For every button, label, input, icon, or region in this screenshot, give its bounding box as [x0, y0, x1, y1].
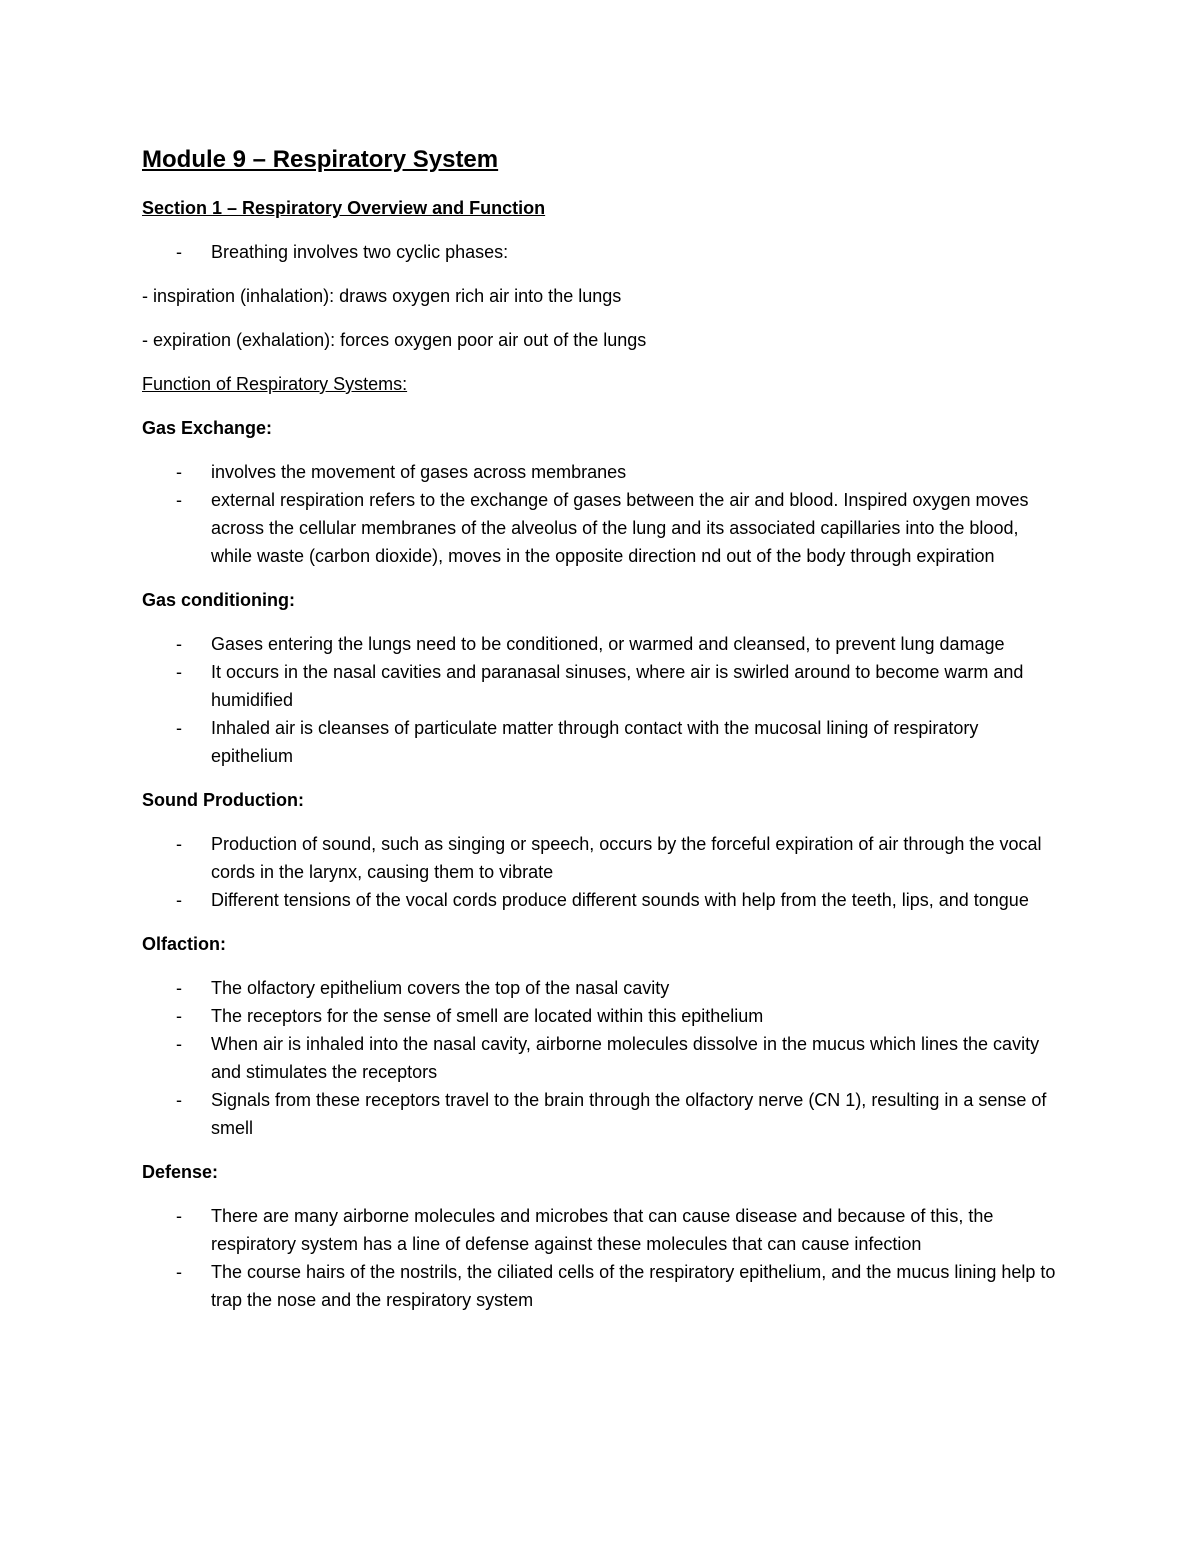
heading-gas-conditioning: Gas conditioning: — [142, 590, 295, 610]
dash-mark: - — [176, 1206, 182, 1226]
dash-mark: - — [176, 242, 182, 262]
page-title: Module 9 – Respiratory System — [142, 146, 499, 173]
heading-olfaction: Olfaction: — [142, 934, 226, 954]
list-item — [142, 658, 1062, 714]
dash-mark: - — [176, 718, 182, 738]
list-item-text: Production of sound, such as singing or speech, occurs by the forceful expiration of air through the vocal cords in the larynx, causing them to vibrate — [211, 834, 1042, 882]
list-item-text: When air is inhaled into the nasal cavity, airborne molecules dissolve in the mucus which lines the cavity and stimulates the receptors — [211, 1034, 1040, 1082]
document-body — [142, 144, 1062, 1330]
dash-mark: - — [176, 462, 182, 482]
list-item — [142, 1030, 1062, 1086]
list-item-text: Signals from these receptors travel to the brain through the olfactory nerve (CN 1), resulting in a sense of smell — [211, 1090, 1047, 1138]
dash-mark: - — [176, 834, 182, 854]
dash-mark: - — [176, 634, 182, 654]
list-item-text: involves the movement of gases across membranes — [211, 462, 627, 482]
list-item — [142, 486, 1062, 570]
list-gas-conditioning — [142, 630, 1062, 770]
list-item — [142, 886, 1062, 914]
function-heading: Function of Respiratory Systems: — [142, 374, 408, 394]
intro-line-inspiration: - inspiration (inhalation): draws oxygen rich air into the lungs — [142, 286, 622, 306]
section-title: Section 1 – Respiratory Overview and Function — [142, 198, 546, 218]
dash-mark: - — [176, 890, 182, 910]
list-item-text: external respiration refers to the exchange of gases between the air and blood. Inspired oxygen moves across the cellular membranes of the alveolus of the lung and its associated capillaries into the blood, while waste (carbon dioxide), moves in the opposite direction nd out of the body through expiration — [211, 490, 1029, 566]
list-gas-exchange — [142, 458, 1062, 570]
dash-mark: - — [176, 1006, 182, 1026]
intro-line-expiration: - expiration (exhalation): forces oxygen poor air out of the lungs — [142, 330, 647, 350]
list-item-text: Breathing involves two cyclic phases: — [211, 242, 509, 262]
list-item — [142, 974, 1062, 1002]
list-olfaction — [142, 974, 1062, 1142]
list-item-text: There are many airborne molecules and microbes that can cause disease and because of this, the respiratory system has a line of defense against these molecules that can cause infection — [211, 1206, 994, 1254]
intro-list — [142, 238, 1062, 266]
list-item-text: The olfactory epithelium covers the top of the nasal cavity — [211, 978, 670, 998]
list-sound-production — [142, 830, 1062, 914]
list-item-text: Inhaled air is cleanses of particulate matter through contact with the mucosal lining of respiratory epithelium — [211, 718, 979, 766]
list-item-text: The course hairs of the nostrils, the ciliated cells of the respiratory epithelium, and the mucus lining help to trap the nose and the respiratory system — [211, 1262, 1056, 1310]
list-item-text: Different tensions of the vocal cords produce different sounds with help from the teeth, lips, and tongue — [211, 890, 1029, 910]
list-item — [142, 830, 1062, 886]
heading-defense: Defense: — [142, 1162, 219, 1182]
list-item-text: The receptors for the sense of smell are located within this epithelium — [211, 1006, 764, 1026]
dash-mark: - — [176, 978, 182, 998]
list-item-text: It occurs in the nasal cavities and paranasal sinuses, where air is swirled around to become warm and humidified — [211, 662, 1024, 710]
list-item — [142, 1086, 1062, 1142]
list-defense — [142, 1202, 1062, 1314]
dash-mark: - — [176, 1262, 182, 1282]
dash-mark: - — [176, 490, 182, 510]
list-item-text: Gases entering the lungs need to be conditioned, or warmed and cleansed, to prevent lung damage — [211, 634, 1005, 654]
heading-sound-production: Sound Production: — [142, 790, 304, 810]
list-item — [142, 1002, 1062, 1030]
list-item — [142, 458, 1062, 486]
list-item — [142, 1202, 1062, 1258]
list-item — [142, 1258, 1062, 1314]
dash-mark: - — [176, 662, 182, 682]
list-item — [142, 238, 1062, 266]
dash-mark: - — [176, 1090, 182, 1110]
heading-gas-exchange: Gas Exchange: — [142, 418, 273, 438]
dash-mark: - — [176, 1034, 182, 1054]
list-item — [142, 714, 1062, 770]
list-item — [142, 630, 1062, 658]
